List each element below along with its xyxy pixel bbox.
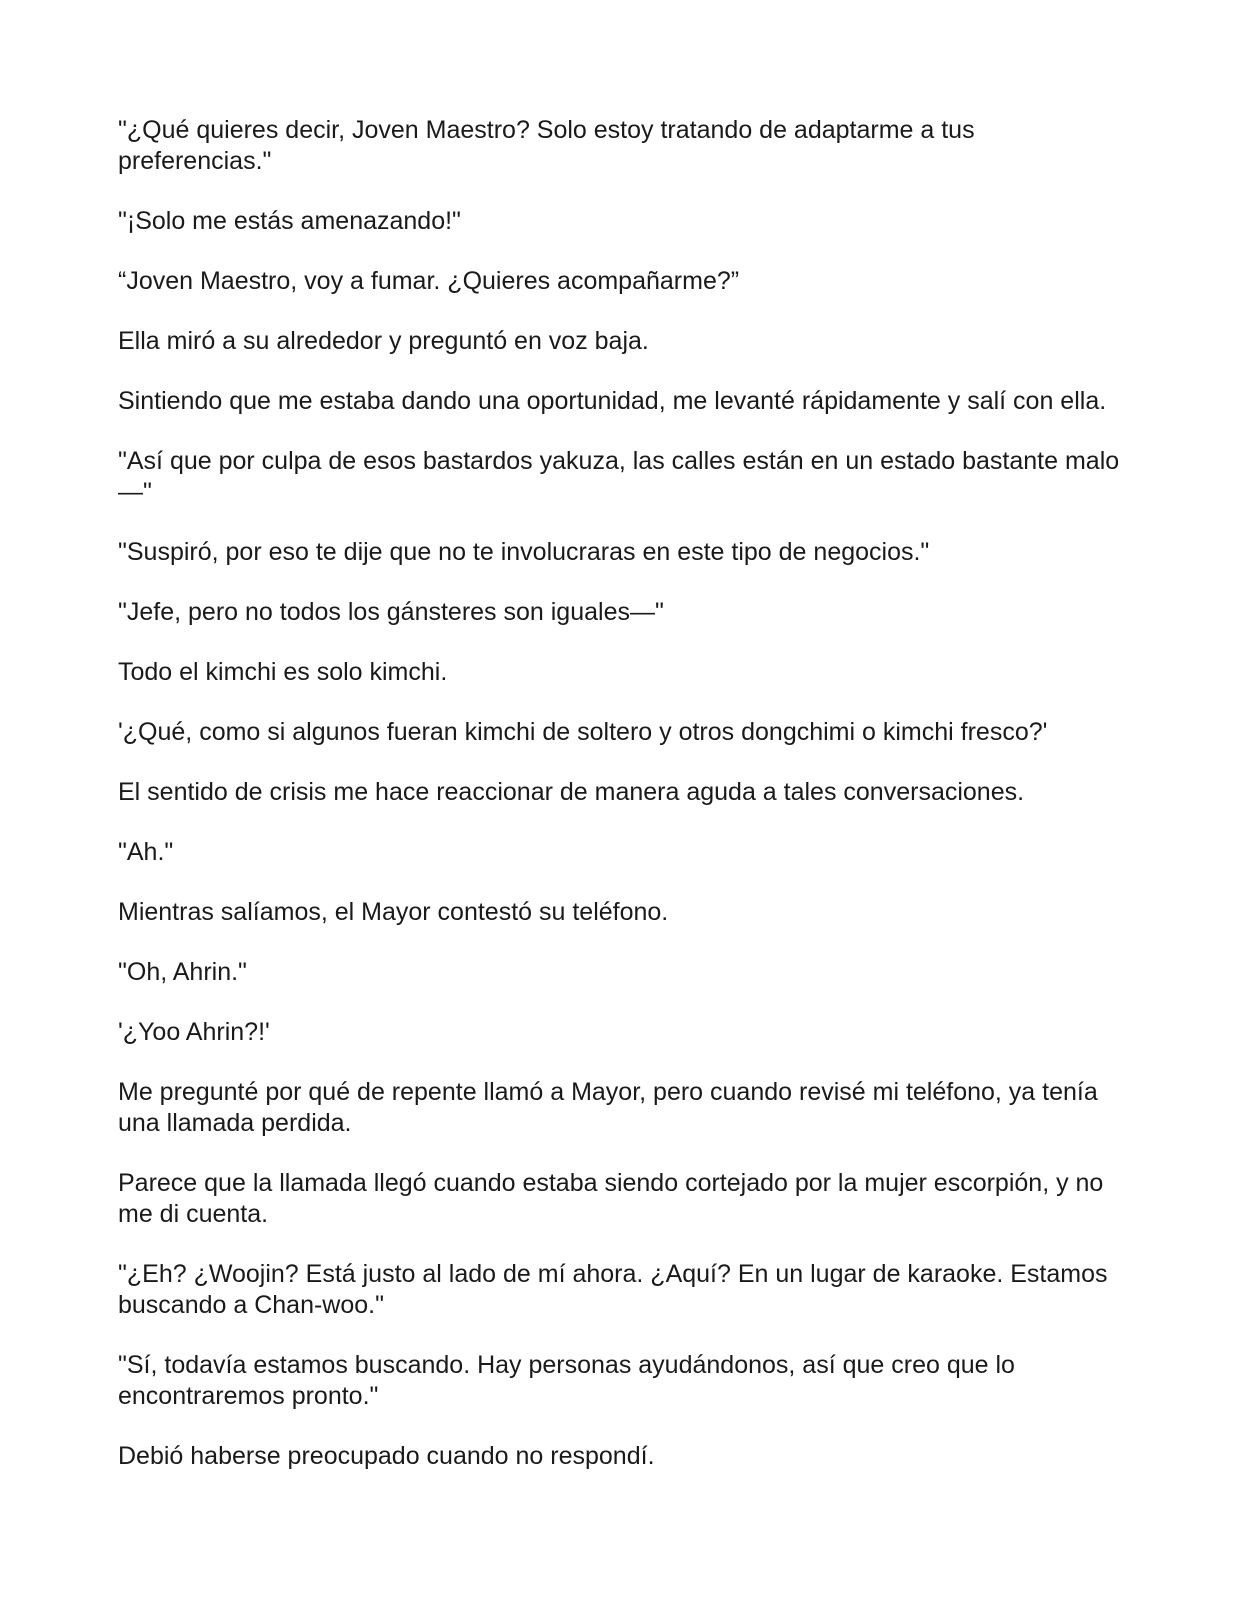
paragraph: "Suspiró, por eso te dije que no te involucraras en este tipo de negocios." (118, 538, 930, 566)
paragraph: "¿Qué quieres decir, Joven Maestro? Solo estoy tratando de adaptarme a tus preferencias." (118, 116, 975, 175)
paragraph: '¿Yoo Ahrin?!' (118, 1018, 270, 1046)
document-body (118, 115, 1123, 1501)
paragraph: “Joven Maestro, voy a fumar. ¿Quieres acompañarme?” (118, 267, 740, 295)
paragraph: '¿Qué, como si algunos fueran kimchi de soltero y otros dongchimi o kimchi fresco?' (118, 718, 1048, 746)
paragraph: Parece que la llamada llegó cuando estaba siendo cortejado por la mujer escorpión, y no me di cuenta. (118, 1169, 1104, 1228)
paragraph: Sintiendo que me estaba dando una oportunidad, me levanté rápidamente y salí con ella. (118, 387, 1107, 415)
paragraph: "¿Eh? ¿Woojin? Está justo al lado de mí ahora. ¿Aquí? En un lugar de karaoke. Estamos buscando a Chan-woo." (118, 1260, 1108, 1319)
paragraph: "Sí, todavía estamos buscando. Hay personas ayudándonos, así que creo que lo encontraremos pronto." (118, 1351, 1015, 1410)
paragraph: "Jefe, pero no todos los gánsteres son iguales—" (118, 598, 664, 626)
paragraph: "Oh, Ahrin." (118, 958, 247, 986)
paragraph: Todo el kimchi es solo kimchi. (118, 658, 448, 686)
paragraph: "¡Solo me estás amenazando!" (118, 207, 461, 235)
paragraph: "Así que por culpa de esos bastardos yakuza, las calles están en un estado bastante malo—" (118, 447, 1120, 506)
paragraph: El sentido de crisis me hace reaccionar de manera aguda a tales conversaciones. (118, 778, 1025, 806)
paragraph: Ella miró a su alrededor y preguntó en voz baja. (118, 327, 649, 355)
paragraph: Mientras salíamos, el Mayor contestó su teléfono. (118, 898, 669, 926)
paragraph: Me pregunté por qué de repente llamó a Mayor, pero cuando revisé mi teléfono, ya tenía una llamada perdida. (118, 1078, 1098, 1137)
paragraph: "Ah." (118, 838, 174, 866)
paragraph: Debió haberse preocupado cuando no respondí. (118, 1442, 655, 1470)
